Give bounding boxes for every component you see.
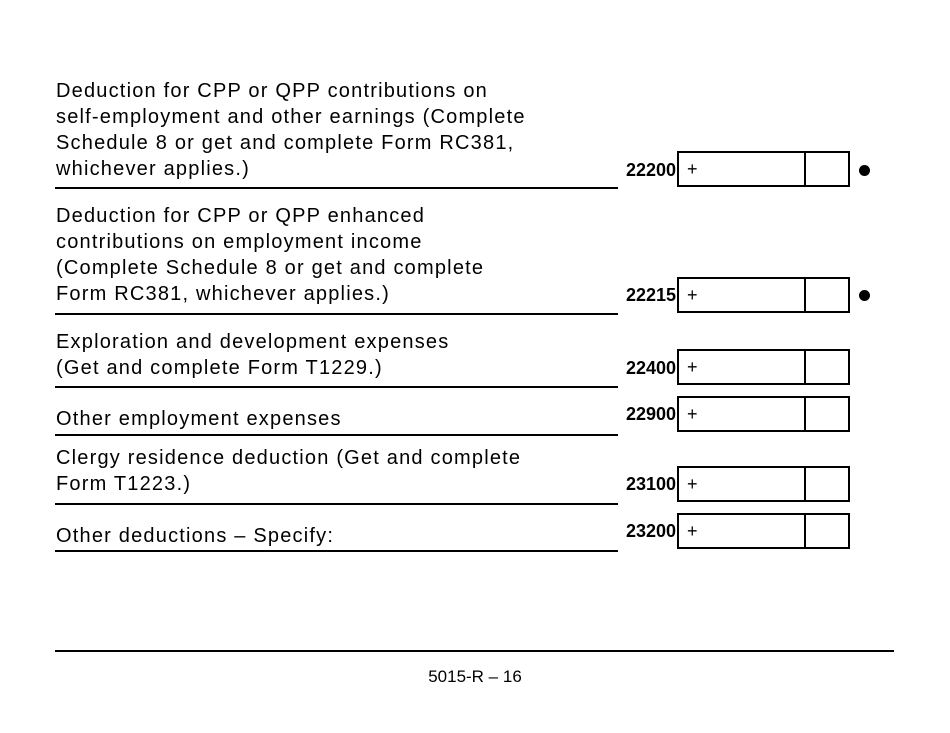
- line-code: 22900: [625, 404, 676, 424]
- description-text: Form RC381, whichever applies.): [56, 283, 390, 305]
- description-text: Deduction for CPP or QPP contributions on: [56, 80, 489, 102]
- cents-input-23100[interactable]: [804, 466, 850, 502]
- plus-sign: +: [687, 159, 698, 179]
- amount-input-22200[interactable]: [677, 151, 806, 187]
- cents-input-22900[interactable]: [804, 396, 850, 432]
- description-text: Form T1223.): [56, 473, 192, 495]
- plus-sign: +: [687, 474, 698, 494]
- description-text: whichever applies.): [56, 158, 250, 180]
- line-underline: [55, 187, 618, 189]
- description-text: Exploration and development expenses: [56, 331, 450, 353]
- line-code: 22200: [625, 160, 676, 180]
- line-description: [56, 78, 616, 182]
- amount-input-22215[interactable]: [677, 277, 806, 313]
- plus-sign: +: [687, 285, 698, 305]
- plus-sign: +: [687, 357, 698, 377]
- line-description: [56, 523, 616, 549]
- amount-input-22900[interactable]: [677, 396, 806, 432]
- cents-input-22215[interactable]: [804, 277, 850, 313]
- description-text: Other deductions – Specify:: [56, 525, 335, 547]
- footer-rule: [55, 650, 894, 652]
- description-text: Schedule 8 or get and complete Form RC381,: [56, 132, 515, 154]
- line-description: [56, 329, 616, 381]
- line-code: 22400: [625, 358, 676, 378]
- amount-input-22400[interactable]: [677, 349, 806, 385]
- description-text: (Complete Schedule 8 or get and complete: [56, 257, 485, 279]
- description-text: Other employment expenses: [56, 408, 342, 430]
- cents-input-22400[interactable]: [804, 349, 850, 385]
- line-code: 23100: [625, 474, 676, 494]
- description-text: contributions on employment income: [56, 231, 423, 253]
- line-code: 23200: [625, 521, 676, 541]
- line-code: 22215: [625, 285, 676, 305]
- plus-sign: +: [687, 521, 698, 541]
- description-text: self-employment and other earnings (Complete: [56, 106, 526, 128]
- cents-input-23200[interactable]: [804, 513, 850, 549]
- plus-sign: +: [687, 404, 698, 424]
- description-text: Clergy residence deduction (Get and complete: [56, 447, 522, 469]
- line-underline: [55, 313, 618, 315]
- bullet-icon: [859, 290, 870, 301]
- bullet-icon: [859, 165, 870, 176]
- description-text: (Get and complete Form T1229.): [56, 357, 383, 379]
- line-description: [56, 406, 616, 432]
- amount-input-23200[interactable]: [677, 513, 806, 549]
- line-underline: [55, 550, 618, 552]
- description-text: Deduction for CPP or QPP enhanced: [56, 205, 426, 227]
- page-number: 5015-R – 16: [428, 667, 522, 686]
- line-description: [56, 445, 616, 497]
- line-underline: [55, 386, 618, 388]
- amount-input-23100[interactable]: [677, 466, 806, 502]
- line-underline: [55, 434, 618, 436]
- cents-input-22200[interactable]: [804, 151, 850, 187]
- line-description: [56, 203, 616, 307]
- line-underline: [55, 503, 618, 505]
